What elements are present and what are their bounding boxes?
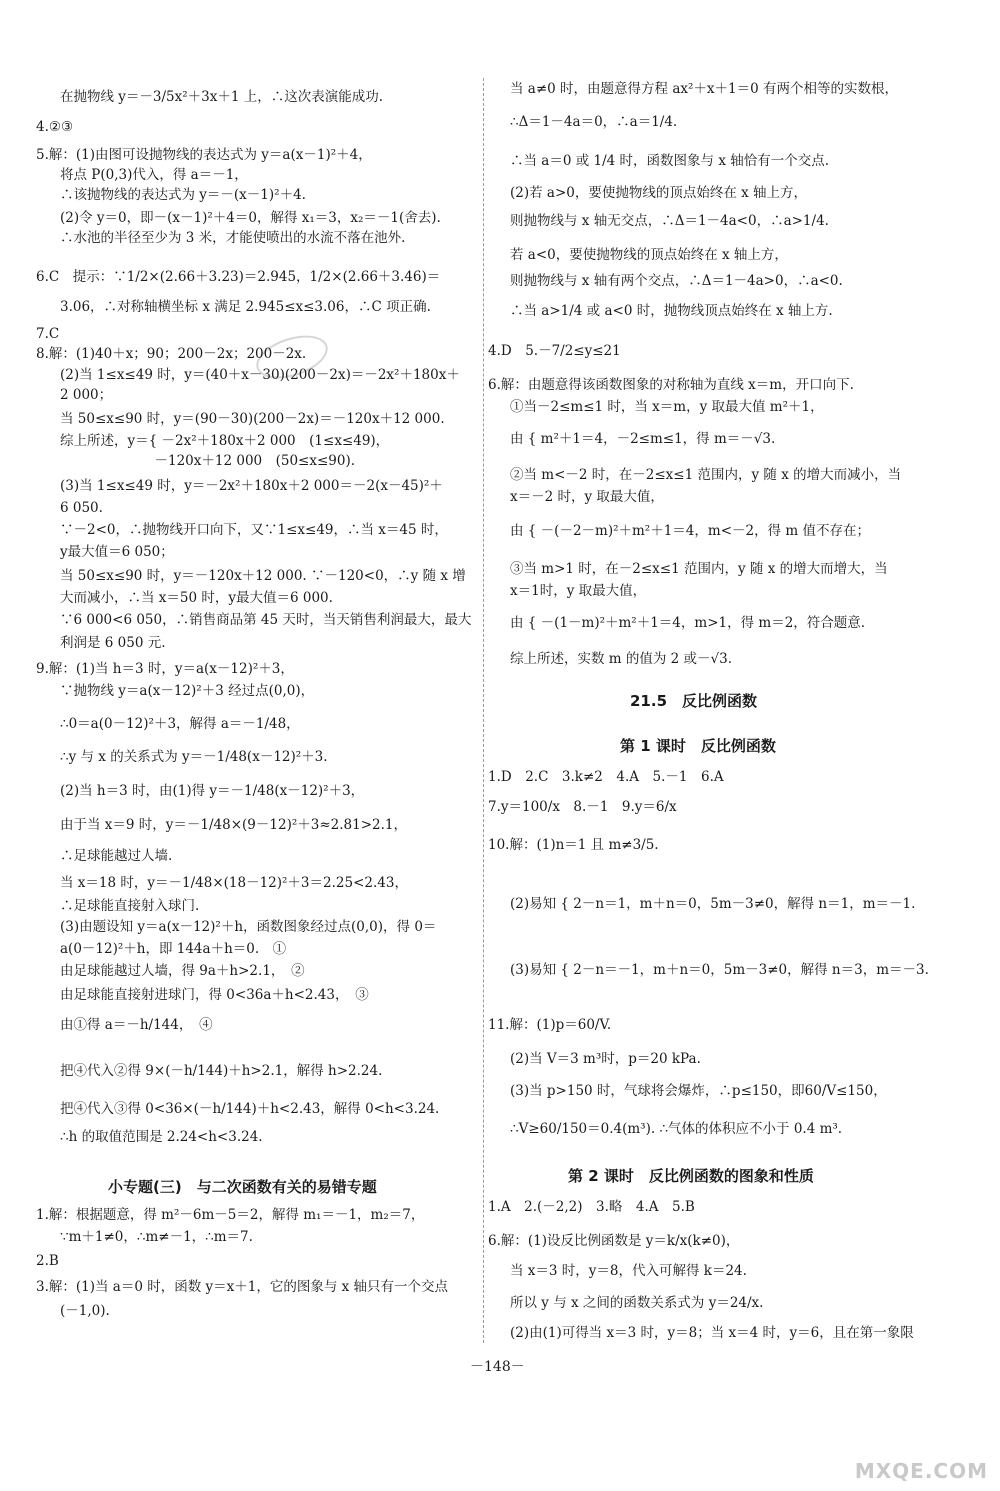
text-line: ∴当 a＝0 或 1/4 时，函数图象与 x 轴恰有一个交点. (510, 153, 830, 169)
text-line: 5.解：(1)由图可设抛物线的表达式为 y＝a(x－1)²＋4， (36, 147, 372, 163)
text-line: 则抛物线与 x 轴有两个交点，∴Δ＝1－4a>0，∴a<0. (510, 273, 843, 289)
text-line: 当 a≠0 时，由题意得方程 ax²＋x＋1＝0 有两个相等的实数根， (510, 81, 898, 97)
text-line: 把④代入③得 0<36×(－h/144)＋h<2.43，解得 0<h<3.24. (60, 1101, 440, 1117)
section-title: 小专题(三) 与二次函数有关的易错专题 (108, 1178, 377, 1196)
text-line: ∵6 000<6 050，∴销售商品第 45 天时，当天销售利润最大，最大 (60, 612, 472, 628)
section-title: 21.5 反比例函数 (630, 692, 758, 710)
text-line: 2.B (36, 1253, 59, 1269)
text-line: 11.解：(1)p＝60/V. (488, 1017, 612, 1033)
text-line: 当 x＝3 时，y＝8，代入可解得 k＝24. (510, 1263, 747, 1279)
text-line: ∴该抛物线的表达式为 y＝－(x－1)²＋4. (60, 187, 306, 203)
text-line: 6.解：(1)设反比例函数是 y＝k/x(k≠0)， (488, 1233, 740, 1249)
text-line: ∴水池的半径至少为 3 米，才能使喷出的水流不落在池外. (60, 230, 406, 246)
text-line: ∵抛物线 y＝a(x－12)²＋3 经过点(0,0)， (60, 683, 315, 699)
text-line: 10.解：(1)n＝1 且 m≠3/5. (488, 837, 659, 853)
text-line: 8.解：(1)40＋x；90；200－2x；200－2x. (36, 346, 307, 362)
text-line: 4.②③ (36, 119, 74, 135)
text-line: 6 050. (60, 500, 103, 516)
text-line: ∴足球能直接射入球门. (60, 898, 200, 914)
text-line: 由足球能直接射进球门，得 0<36a＋h<2.43， ③ (60, 987, 369, 1003)
text-line: 由 { －(－2－m)²＋m²＋1＝4，m<－2，得 m 值不存在； (510, 523, 870, 539)
text-line: 大而减小，∴当 x＝50 时，y最大值＝6 000. (60, 590, 333, 606)
text-line: 7.y＝100/x 8.－1 9.y＝6/x (488, 799, 677, 815)
text-line: (3)当 p>150 时，气球将会爆炸，∴p≤150，即60/V≤150， (510, 1083, 887, 1099)
text-line: x＝1时，y 取最大值， (510, 583, 647, 599)
text-line: (2)易知 { 2－n＝1，m＋n＝0，5m－3≠0，解得 n＝1，m＝－1. (510, 896, 916, 912)
text-line: ③当 m>1 时，在－2≤x≤1 范围内，y 随 x 的增大而增大，当 (510, 561, 888, 577)
text-line: ∴0＝a(0－12)²＋3，解得 a＝－1/48， (60, 716, 300, 732)
text-line: 则抛物线与 x 轴无交点，∴Δ＝1－4a<0，∴a>1/4. (510, 213, 829, 229)
text-line: 利润是 6 050 元. (60, 635, 166, 651)
text-line: (2)令 y＝0，即－(x－1)²＋4＝0，解得 x₁＝3，x₂＝－1(舍去). (60, 210, 441, 226)
text-line: 1.A 2.(－2,2) 3.略 4.A 5.B (488, 1199, 695, 1215)
text-line: ②当 m<－2 时，在－2≤x≤1 范围内，y 随 x 的增大而减小，当 (510, 467, 902, 483)
watermark: MXQE.COM (854, 1459, 988, 1483)
text-line: 由 { －(1－m)²＋m²＋1＝4，m>1，得 m＝2，符合题意. (510, 615, 866, 631)
text-line: ∴V≥60/150＝0.4(m³). ∴气体的体积应不小于 0.4 m³. (510, 1121, 843, 1137)
column-divider (483, 78, 484, 1343)
text-line: (－1,0). (60, 1303, 110, 1319)
text-line: 2 000； (60, 387, 113, 403)
text-line: ∵m＋1≠0，∴m≠－1，∴m＝7. (60, 1229, 253, 1245)
text-line: 当 50≤x≤90 时，y＝(90－30)(200－2x)＝－120x＋12 000. (60, 411, 445, 427)
text-line: 把④代入②得 9×(－h/144)＋h>2.1，解得 h>2.24. (60, 1063, 383, 1079)
text-line: 3.06，∴对称轴横坐标 x 满足 2.945≤x≤3.06，∴C 项正确. (60, 299, 431, 315)
text-line: (2)由(1)可得当 x＝3 时，y＝8；当 x＝4 时，y＝6，且在第一象限 (510, 1325, 914, 1341)
text-line: 所以 y 与 x 之间的函数关系式为 y＝24/x. (510, 1295, 764, 1311)
text-line: 当 50≤x≤90 时，y＝－120x＋12 000. ∵－120<0，∴y 随 x 增 (60, 568, 466, 584)
text-line: 当 x＝18 时，y＝－1/48×(18－12)²＋3＝2.25<2.43， (60, 875, 408, 891)
text-line: －120x＋12 000 (50≤x≤90). (60, 453, 356, 469)
text-line: ∴y 与 x 的关系式为 y＝－1/48(x－12)²＋3. (60, 749, 328, 765)
text-line: y最大值＝6 050； (60, 544, 174, 560)
text-line: 将点 P(0,3)代入，得 a＝－1， (60, 167, 248, 183)
text-line: 3.解：(1)当 a＝0 时，函数 y＝x＋1，它的图象与 x 轴只有一个交点 (36, 1279, 449, 1295)
text-line: 6.解：由题意得该函数图象的对称轴为直线 x＝m，开口向下. (488, 377, 854, 393)
text-line: 4.D 5.－7/2≤y≤21 (488, 343, 621, 359)
text-line: 6.C 提示：∵1/2×(2.66＋3.23)＝2.945，1/2×(2.66＋3.46)＝ (36, 269, 441, 285)
text-line: (3)当 1≤x≤49 时，y＝－2x²＋180x＋2 000＝－2(x－45)²＋ (60, 478, 443, 494)
text-line: 由 { m²＋1＝4，－2≤m≤1，得 m＝－√3. (510, 431, 776, 447)
page-number: －148－ (470, 1359, 525, 1375)
text-line: ∴足球能越过人墙. (60, 848, 173, 864)
text-line: 1.解：根据题意，得 m²－6m－5＝2，解得 m₁＝－1，m₂＝7， (36, 1207, 425, 1223)
text-line: ∴h 的取值范围是 2.24<h<3.24. (60, 1129, 263, 1145)
text-line: 由足球能越过人墙，得 9a＋h>2.1， ② (60, 963, 305, 979)
text-line: 综上所述，实数 m 的值为 2 或－√3. (510, 651, 733, 667)
lesson-title: 第 2 课时 反比例函数的图象和性质 (568, 1167, 814, 1185)
text-line: (2)当 1≤x≤49 时，y＝(40＋x－30)(200－2x)＝－2x²＋180x＋ (60, 367, 460, 383)
text-line: 综上所述，y＝{ －2x²＋180x＋2 000 (1≤x≤49)， (60, 433, 390, 449)
text-line: x＝－2 时，y 取最大值， (510, 489, 664, 505)
text-line: ∴当 a>1/4 或 a<0 时，抛物线顶点始终在 x 轴上方. (510, 303, 833, 319)
text-line: (2)若 a>0，要使抛物线的顶点始终在 x 轴上方， (510, 185, 808, 201)
text-line: 由①得 a＝－h/144， ④ (60, 1017, 213, 1033)
text-line: 若 a<0，要使抛物线的顶点始终在 x 轴上方， (510, 247, 788, 263)
text-line: ∴Δ＝1－4a＝0，∴a＝1/4. (510, 114, 678, 130)
text-line: ∵－2<0，∴抛物线开口向下，又∵1≤x≤49，∴当 x＝45 时， (60, 522, 448, 538)
text-line: (3)易知 { 2－n＝－1，m＋n＝0，5m－3≠0，解得 n＝3，m＝－3. (510, 962, 929, 978)
text-line: (2)当 V＝3 m³时，p＝20 kPa. (510, 1051, 701, 1067)
text-line: 7.C (36, 326, 60, 342)
text-line: 由于当 x＝9 时，y＝－1/48×(9－12)²＋3≈2.81>2.1， (60, 817, 407, 833)
text-line: 9.解：(1)当 h＝3 时，y＝a(x－12)²＋3， (36, 661, 294, 677)
text-line: (3)由题设知 y＝a(x－12)²＋h，函数图象经过点(0,0)，得 0＝ (60, 919, 437, 935)
text-line: ①当－2≤m≤1 时，当 x＝m，y 取最大值 m²＋1， (510, 399, 824, 415)
lesson-title: 第 1 课时 反比例函数 (620, 737, 776, 755)
text-line: 在抛物线 y＝－3/5x²＋3x＋1 上，∴这次表演能成功. (60, 89, 384, 105)
text-line: (2)当 h＝3 时，由(1)得 y＝－1/48(x－12)²＋3， (60, 783, 365, 799)
text-line: a(0－12)²＋h，即 144a＋h＝0. ① (60, 941, 287, 957)
text-line: 1.D 2.C 3.k≠2 4.A 5.－1 6.A (488, 769, 724, 785)
